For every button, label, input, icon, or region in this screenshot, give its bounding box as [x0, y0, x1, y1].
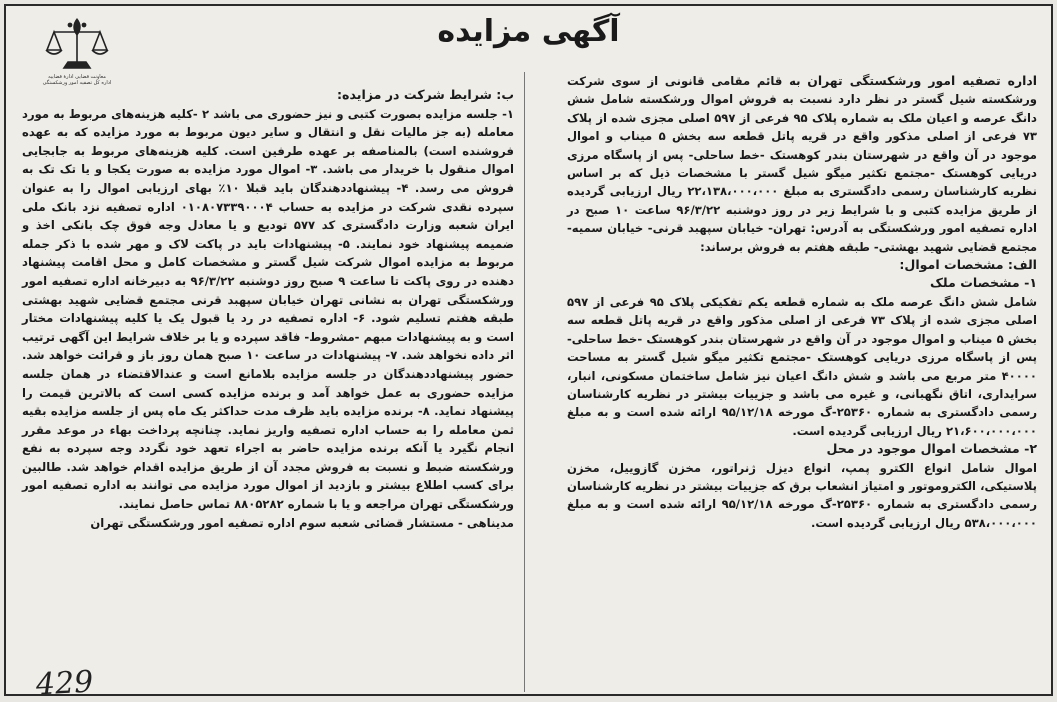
- notice-title: آگهی مزایده: [437, 14, 620, 49]
- left-column: [22, 86, 514, 532]
- onsite-assets-heading: ۲- مشخصات اموال موجود در محل: [826, 441, 1037, 457]
- conditions-text: ۱- جلسه مزایده بصورت کتبی و نیز حضوری می باشد ۲ -کلیه هزینه‌های مربوط به مورد معامله (به جز مالیات نقل و انتقال و سایر دیون مربوط به مورد مزایده که به عهده فروشنده است) بالمناصفه بر عهده طرفین است. کلیه هزینه‌های مربوط به جابجایی اموال منقول با خریدار می باشد. ۳- اموال مورد مزایده به صورت یکجا و یا تک تک به فروش می رسد. ۴- پیشنهاددهندگان باید قبلا ۱۰٪ بهای ارزیابی اموال را به عنوان سپرده نقدی شرکت در مزایده به حساب ۰۱۰۸۰۷۳۳۹۰۰۰۴ اداره تصفیه نزد بانک ملی ایران شعبه وزارت دادگستری کد ۵۷۷ تودیع و یا معادل وجه فوق چک بانکی اخذ و ضمیمه پیشنهاد خود نمایند. ۵- پیشنهادات باید در پاکت لاک و مهر شده با ذکر جمله مربوط به مزایده اموال شرکت شیل گستر و مشخصات کامل و محل اقامت پیشنهاد دهنده در روی پاکت تا ساعت ۹ صبح روز دوشنبه ۹۶/۳/۲۲ به دبیرخانه اداره تصفیه امور ورشکستگی تهران به نشانی تهران خیابان سپهبد قرنی مجتمع قضایی شهید بهشتی طبقه هفتم تسلیم شود. ۶- اداره تصفیه در رد یا قبول یک یا کلیه پیشنهادات مختار است و به پیشنهادات مبهم -مشروط- فاقد سپرده و یا بر خلاف شرایط این آگهی ترتیب اثر داده نخواهد شد. ۷- پیشنهادات در ساعت ۱۰ صبح همان روز باز و قرائت خواهد شد. حضور پیشنهاددهندگان در جلسه مزایده بلامانع است و عندالاقتضاء در همان جلسه مزایده حضوری به عمل خواهد آمد و برنده مزایده کسی است که بالاترین قیمت را پیشنهاد نماید. ۸- برنده مزایده باید ظرف مدت حداکثر یک ماه پس از جلسه مزایده بقیه ثمن معامله را به حساب اداره تصفیه واریز نماید. چنانچه پرداخت بهاء در موعد مقرر انجام نگیرد یا آنکه برنده مزایده حاضر به اجراء تعهد خود نگردد وجه سپرده به نفع ورشکسته ضبط و نسبت به فروش مجدد آن از طریق مزایده اقدام خواهد شد. طالبین برای کسب اطلاع بیشتر و بازدید از اموال مورد مزایده می توانند به اداره تصفیه امور ورشکستگی تهران مراجعه و یا با شماره ۸۸۰۵۲۸۲ تماس حاصل نمایند.: [22, 106, 515, 512]
- onsite-assets-text: اموال شامل انواع الکترو پمپ، انواع دیزل ژنراتور، مخزن گازوییل، مخزن پلاستیکی، الکتروموتور و امتیاز انشعاب برق که جزییات بیشتر در نظریه کارشناسان رسمی دادگستری به شماره ۲۵۳۶۰-گ مورخه ۹۵/۱۲/۱۸ ارائه شده است و به مبلغ ۵۳۸،۰۰۰،۰۰۰ ریال ارزیابی گردیده است.: [567, 460, 1038, 530]
- issuer-heading: اداره تصفیه امور ورشکستگی تهران: [807, 73, 1037, 88]
- property-specs-heading: ۱- مشخصات ملک: [930, 275, 1037, 291]
- intro-text: به قائم مقامی قانونی از سوی شرکت ورشکسته شیل گستر در نظر دارد نسبت به فروش اموال ورشکسته شامل شش دانگ عرصه و اعیان ملک به شماره پلاک ۹۵ فرعی از ۵۹۷ اصلی مجزی شده از پلاک ۷۳ فرعی از اصلی مذکور واقع در قریه پاتل قطعه سه بخش ۵ میناب و اموال موجود در آن واقع در شهرستان بندر کوهستک -خط ساحلی- پس از پاسگاه مرزی دریایی کوهستک -مجتمع تکثیر میگو شیل گستر با مشخصات ذیل که بر اساس نظریه کارشناسان رسمی دادگستری به مبلغ ۲۲،۱۳۸،۰۰۰،۰۰۰ ریال ارزیابی گردیده از طریق مزایده کتبی و با شرایط زیر در روز دوشنبه ۹۶/۳/۲۲ ساعت ۱۰ صبح در اداره تصفیه امور ورشکستگی به آدرس: تهران- خیابان سپهبد قرنی- خیابان سمیه- مجتمع قضایی شهید بهشتی- طبقه هفتم به فروش برساند:: [567, 74, 1037, 254]
- intro-paragraph: [567, 72, 1037, 256]
- section-a-heading: الف: مشخصات اموال:: [899, 257, 1037, 273]
- signature-line: مدیناهی - مستشار قضائی شعبه سوم اداره تصفیه امور ورشکستگی تهران: [90, 515, 514, 530]
- conditions-heading: ب: شرایط شرکت در مزایده:: [337, 87, 514, 102]
- right-column: [567, 72, 1037, 532]
- column-divider: [524, 72, 525, 692]
- notice-frame: [4, 4, 1053, 702]
- logo-caption-1: معاونت قضایی ادارهٔ قضاییه: [48, 74, 106, 80]
- property-specs-text: شامل شش دانگ عرصه ملک به شماره قطعه یکم تفکیکی پلاک ۹۵ فرعی از ۵۹۷ اصلی مجزی شده از پلاک ۷۳ فرعی از اصلی مذکور واقع در قریه پاتل قطعه سه بخش ۵ میناب و اموال موجود در آن واقع در شهرستان بندر کوهستک -خط ساحلی- پس از پاسگاه مرزی دریایی کوهستک -مجتمع تکثیر میگو شیل گستر به مساحت ۴۰۰۰۰ متر مربع می باشد و شش دانگ اعیان نیز شامل ساختمان مسکونی، انبار، سرایداری، اتاق نگهبانی، و غیره می باشد و جزییات بیشتر در نظریه کارشناسان رسمی دادگستری به شماره ۲۵۳۶۰-گ مورخه ۹۵/۱۲/۱۸ ارائه شده است و به مبلغ ۲۱،۶۰۰،۰۰۰،۰۰۰ ریال ارزیابی گردیده است.: [567, 294, 1038, 438]
- logo-caption-2: اداره کل تصفیه امور ورشکستگی: [42, 80, 112, 86]
- handwritten-number: 429: [35, 664, 95, 702]
